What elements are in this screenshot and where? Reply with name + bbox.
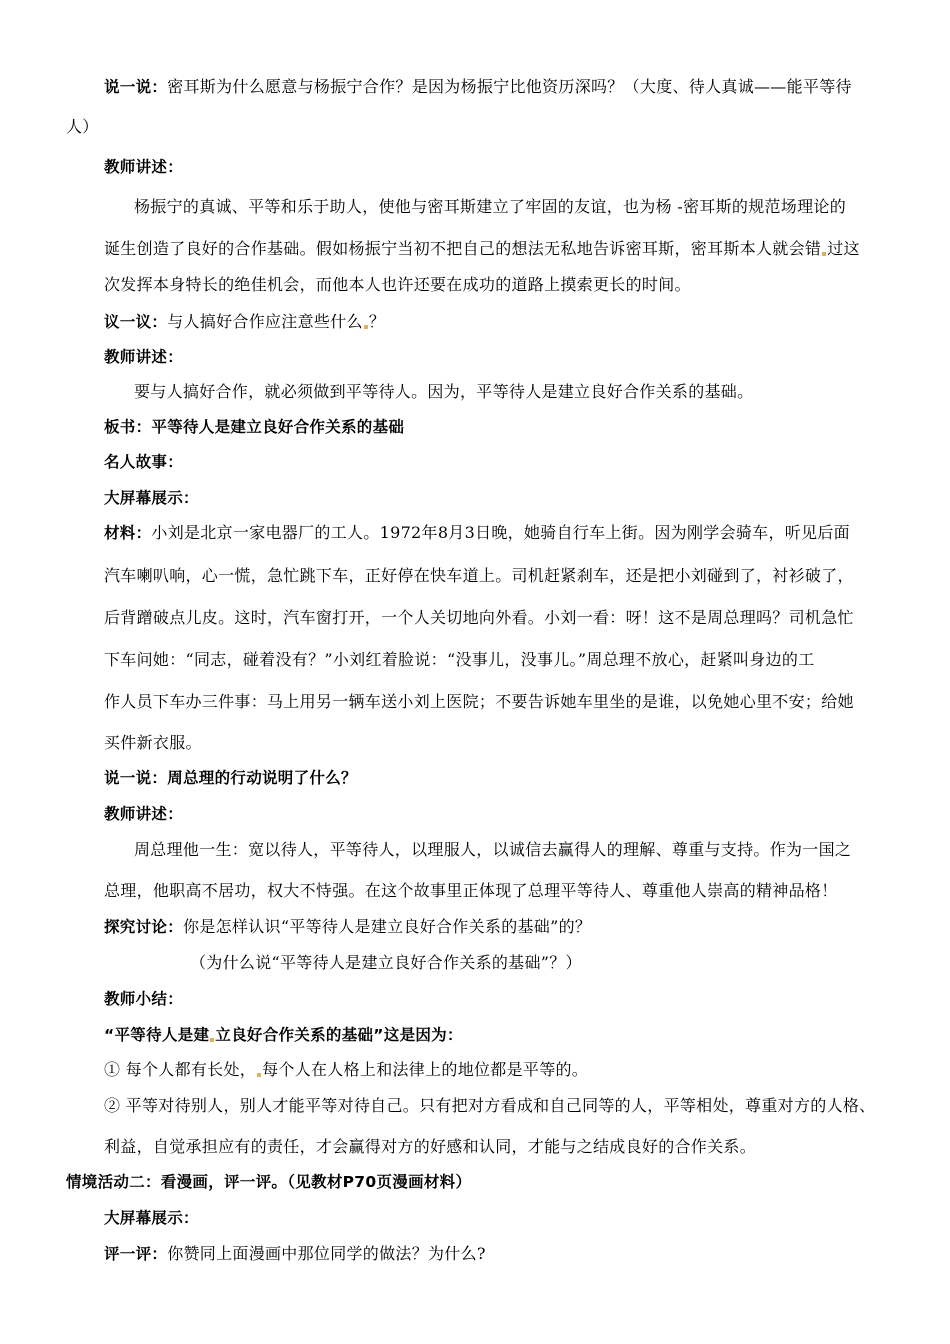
- paragraph-discuss-2: 议一议：与人搞好合作应注意些什么 ？: [104, 312, 386, 331]
- summary-heading: “平等待人是建 立良好合作关系的基础”这是因为：: [104, 1026, 463, 1044]
- label-evaluate: 评一评：: [104, 1245, 168, 1263]
- label-teacher-1: 教师讲述：: [104, 158, 184, 176]
- activity-two-heading: 情境活动二：看漫画，评一评。（见教材P70页漫画材料）: [66, 1173, 472, 1191]
- material-line-3: 后背蹭破点儿皮。这时，汽车窗打开，一个人关切地向外看。小刘一看：呀！这不是周总理吗？司机急忙: [104, 608, 854, 627]
- teacher-text-1-line-2: 诞生创造了良好的合作基础。假如杨振宁当初不把自己的想法无私地告诉密耳斯，密耳斯本人就会错 过这: [104, 239, 860, 258]
- highlight-mark: [822, 252, 826, 256]
- label-big-screen-1: 大屏幕展示：: [104, 489, 199, 507]
- material-line-5: 作人员下车办三件事：马上用另一辆车送小刘上医院；不要告诉她车里坐的是谁，以免她心里不安；给她: [104, 692, 854, 711]
- teacher-text-3-line-2: 总理，他职高不居功，权大不恃强。在这个故事里正体现了总理平等待人、尊重他人崇高的精神品格！: [104, 881, 838, 900]
- paragraph-evaluate: 评一评：你赞同上面漫画中那位同学的做法？为什么?: [104, 1244, 486, 1263]
- summary-point-2-line-1: ② 平等对待别人，别人才能平等对待自己。只有把对方看成和自己同等的人，平等相处，尊重对方的人格、: [104, 1096, 876, 1115]
- label-explore: 探究讨论：: [104, 918, 184, 936]
- paragraph-discuss-3: 说一说：周总理的行动说明了什么？: [104, 769, 357, 787]
- material-line-1: 材料：小刘是北京一家电器厂的工人。1972年8月3日晚，她骑自行车上街。因为刚学会骑车，听见后面: [104, 523, 850, 542]
- material-line-6: 买件新衣服。: [104, 733, 202, 752]
- material-line-2: 汽车喇叭响，心一慌，急忙跳下车，正好停在快车道上。司机赶紧刹车，还是把小刘碰到了，衬衫破了，: [104, 566, 854, 585]
- paragraph-explore-sub: （为什么说“平等待人是建立良好合作关系的基础”？）: [190, 953, 582, 972]
- paragraph-discuss-1: [104, 77, 852, 97]
- label-teacher-summary: 教师小结：: [104, 990, 184, 1008]
- highlight-mark: [210, 1038, 214, 1042]
- label-big-screen-2: 大屏幕展示：: [104, 1209, 199, 1227]
- paragraph-explore: 探究讨论：你是怎样认识“平等待人是建立良好合作关系的基础”的？: [104, 917, 592, 936]
- label-shuo-yi-shuo: 说一说：: [104, 78, 168, 96]
- summary-point-1: ① 每个人都有长处， 每个人在人格上和法律上的地位都是平等的。: [104, 1060, 589, 1079]
- label-teacher-3: 教师讲述：: [104, 805, 184, 823]
- text-question-1: 密耳斯为什么愿意与杨振宁合作？是因为杨振宁比他资历深吗？（大度、待人真诚——能平等待: [167, 77, 852, 96]
- highlight-mark: [364, 325, 368, 329]
- label-material: 材料：: [104, 524, 152, 542]
- teacher-text-1-line-3: 次发挥本身特长的绝佳机会，而他本人也许还要在成功的道路上摸索更长的时间。: [104, 275, 691, 294]
- highlight-mark: [257, 1073, 261, 1077]
- teacher-text-3-line-1: 周总理他一生：宽以待人，平等待人，以理服人，以诚信去赢得人的理解、尊重与支持。作为一国之: [134, 840, 852, 859]
- board-writing: 板书：平等待人是建立良好合作关系的基础: [104, 418, 405, 436]
- material-line-4: 下车问她：“同志，碰着没有？”小刘红着脸说：“没事儿，没事儿。”周总理不放心，赶紧叫身边的工: [104, 650, 815, 669]
- teacher-text-2: 要与人搞好合作，就必须做到平等待人。因为，平等待人是建立良好合作关系的基础。: [134, 382, 754, 401]
- teacher-text-1-line-1: 杨振宁的真诚、平等和乐于助人，使他与密耳斯建立了牢固的友谊，也为杨 -密耳斯的规范场理论的: [134, 197, 846, 216]
- summary-point-2-line-2: 利益，自觉承担应有的责任，才会赢得对方的好感和认同，才能与之结成良好的合作关系。: [104, 1137, 757, 1156]
- paragraph-discuss-1-cont: 人）: [66, 117, 99, 136]
- label-famous-story: 名人故事：: [104, 453, 184, 471]
- label-teacher-2: 教师讲述：: [104, 348, 184, 366]
- label-yi-yi-yi: 议一议：: [104, 313, 168, 331]
